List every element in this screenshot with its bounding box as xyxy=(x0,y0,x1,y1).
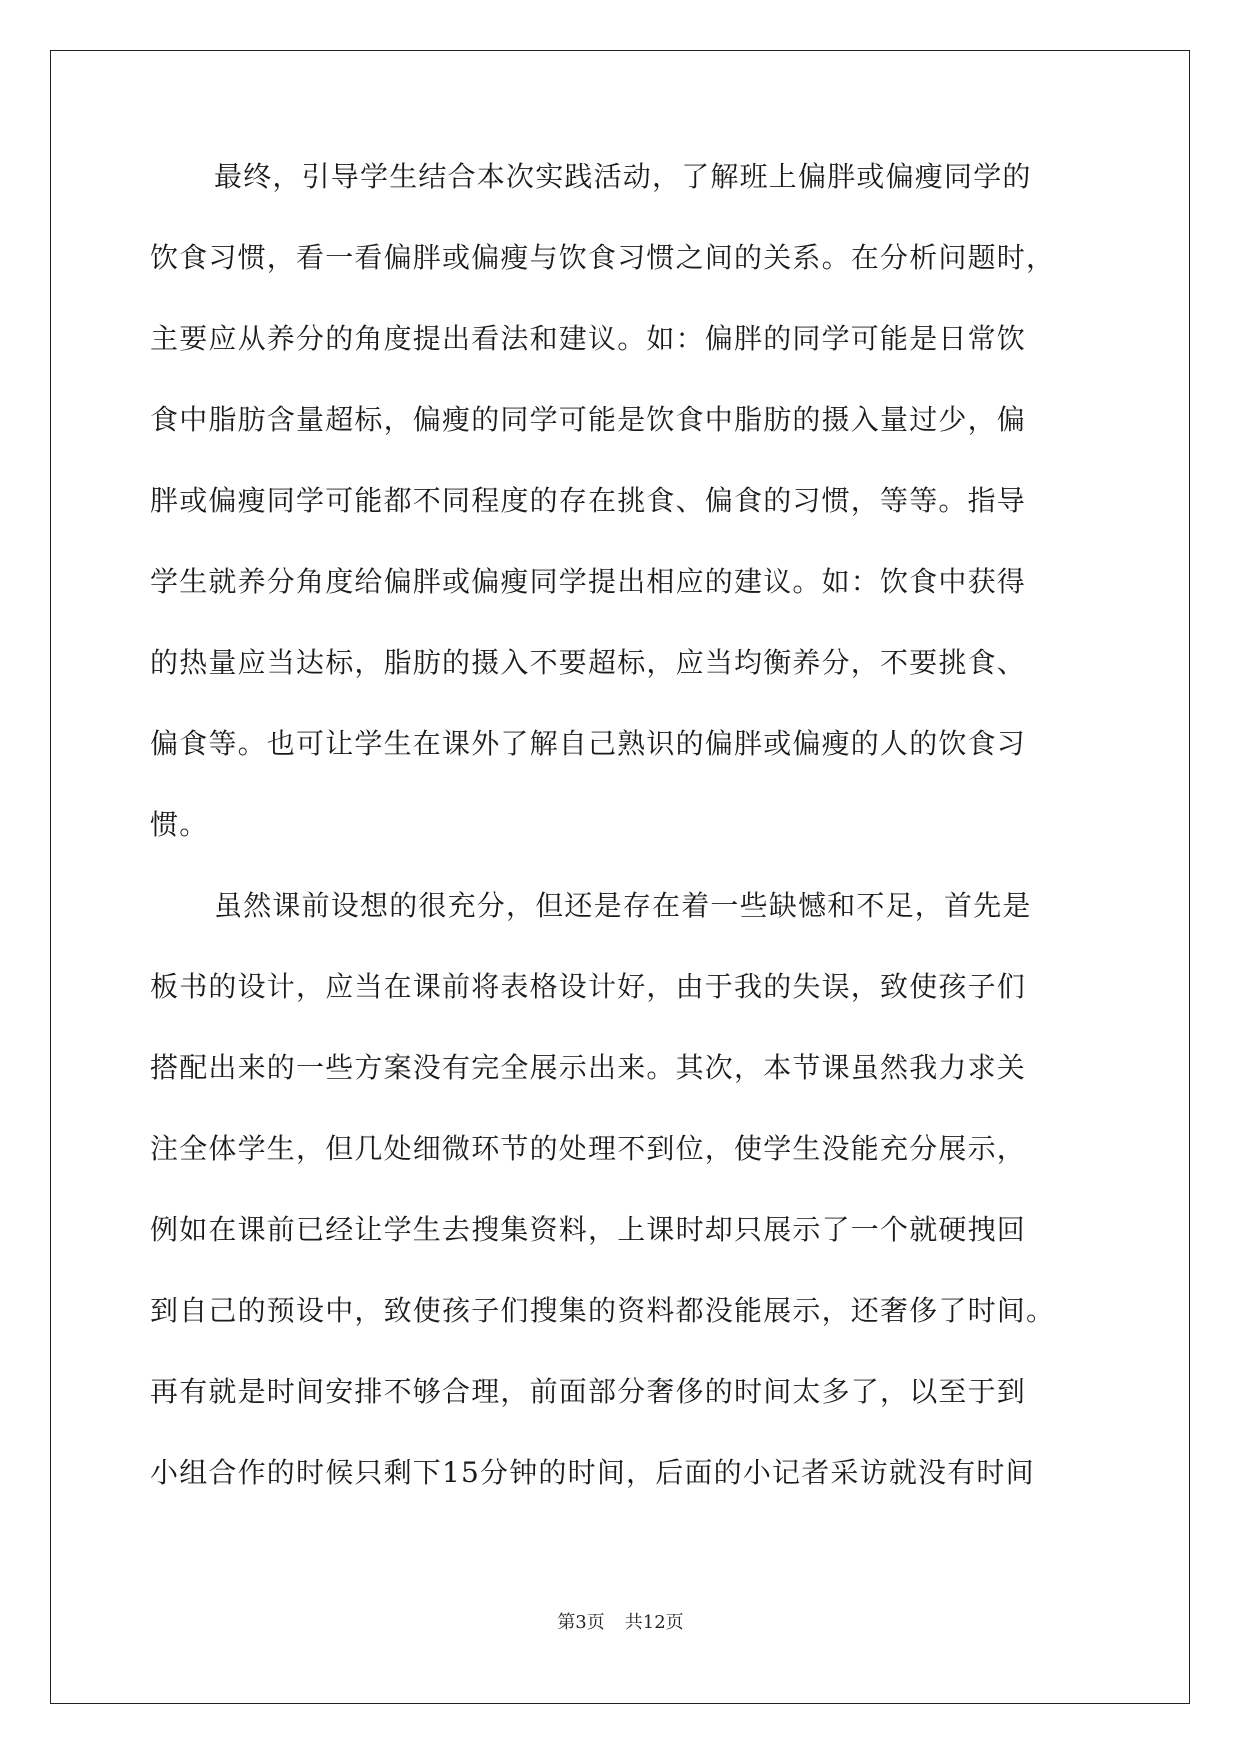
paragraph-line: 板书的设计，应当在课前将表格设计好，由于我的失误，致使孩子们 xyxy=(150,970,1027,1003)
paragraph-line: 注全体学生，但几处细微环节的处理不到位，使学生没能充分展示， xyxy=(150,1132,1027,1165)
paragraph-line: 的热量应当达标，脂肪的摄入不要超标，应当均衡养分，不要挑食、 xyxy=(150,646,1027,679)
paragraph-line: 再有就是时间安排不够合理，前面部分奢侈的时间太多了，以至于到 xyxy=(150,1375,1027,1408)
paragraph-line: 食中脂肪含量超标，偏瘦的同学可能是饮食中脂肪的摄入量过少，偏 xyxy=(150,403,1027,436)
paragraph-line: 饮食习惯，看一看偏胖或偏瘦与饮食习惯之间的关系。在分析问题时， xyxy=(150,241,1056,274)
paragraph-line: 搭配出来的一些方案没有完全展示出来。其次，本节课虽然我力求关 xyxy=(150,1051,1027,1084)
page-footer xyxy=(0,1608,1241,1634)
paragraph-line: 胖或偏瘦同学可能都不同程度的存在挑食、偏食的习惯，等等。指导 xyxy=(150,484,1027,517)
page-total: 共12页 xyxy=(624,1612,684,1633)
paragraph-line: 学生就养分角度给偏胖或偏瘦同学提出相应的建议。如：饮食中获得 xyxy=(150,565,1027,598)
paragraph-line: 例如在课前已经让学生去搜集资料，上课时却只展示了一个就硬拽回 xyxy=(150,1213,1027,1246)
paragraph-line: 偏食等。也可让学生在课外了解自己熟识的偏胖或偏瘦的人的饮食习 xyxy=(150,727,1027,760)
paragraph-line: 小组合作的时候只剩下15分钟的时间，后面的小记者采访就没有时间 xyxy=(150,1456,1035,1489)
paragraph-line: 虽然课前设想的很充分，但还是存在着一些缺憾和不足，首先是 xyxy=(214,889,1032,922)
paragraph-line: 惯。 xyxy=(150,808,209,841)
paragraph-line: 主要应从养分的角度提出看法和建议。如：偏胖的同学可能是日常饮 xyxy=(150,322,1027,355)
page-number: 第3页 xyxy=(557,1612,605,1633)
paragraph-line: 到自己的预设中，致使孩子们搜集的资料都没能展示，还奢侈了时间。 xyxy=(150,1294,1056,1327)
document-body xyxy=(150,160,1095,1537)
paragraph-line: 最终，引导学生结合本次实践活动，了解班上偏胖或偏瘦同学的 xyxy=(214,160,1032,193)
